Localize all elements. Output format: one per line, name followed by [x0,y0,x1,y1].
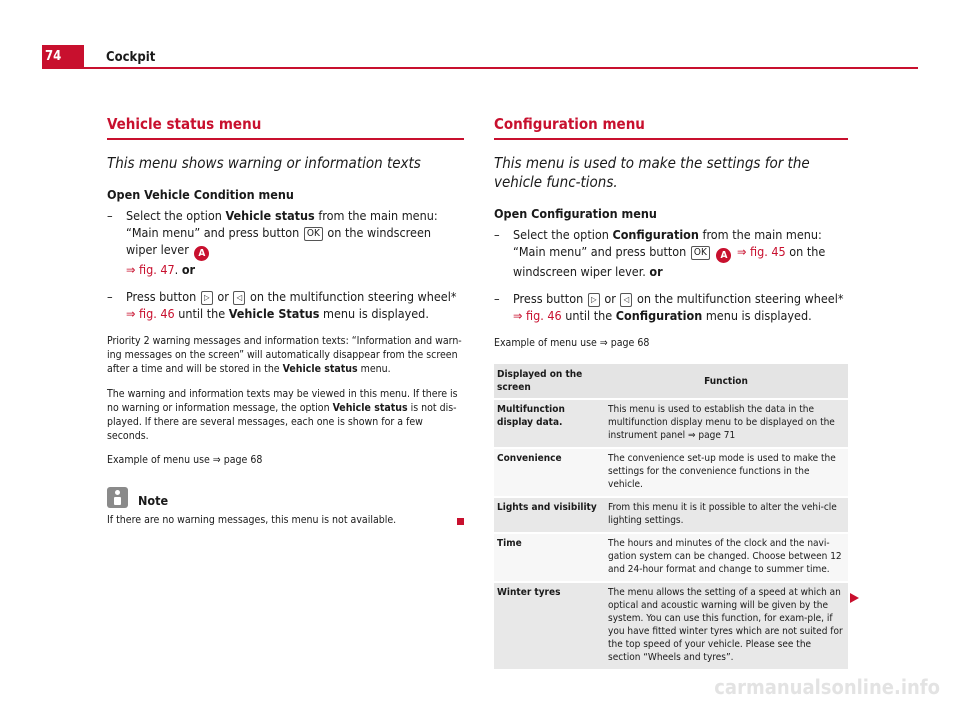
table-header-screen: Displayed on the screen [494,364,605,399]
note-label: Note [138,493,169,508]
configuration-table [494,364,848,671]
dash-bullet: – [107,208,113,223]
ok-key-icon: OK [304,227,323,241]
note-header [107,487,464,508]
left-column [107,115,464,526]
warning-texts-paragraph: The warning and information texts may be viewed in this menu. If there is no warning or information message, the option Vehicle status is not dis-played. If there are several messages, each one is shown for a few seconds. [107,387,458,442]
callout-a-badge: A [194,246,209,261]
note-text: If there are no warning messages, this menu is not available. [107,514,464,526]
left-step-1: – Select the option Vehicle status from the main menu: “Main menu” and press button OK on the windscreen wiper lever A ⇒ fig. 47. or [107,208,438,277]
callout-a-badge: A [716,248,731,263]
table-row: Lights and visibility From this menu it is it possible to alter the vehi-cle lighting settings. [494,497,848,533]
menu-use-example: Example of menu use ⇒ page 68 [494,337,650,349]
fig-46-link[interactable]: ⇒ fig. 46 [513,308,562,323]
configuration-lead: This menu is used to make the settings for the vehicle func-tions. [494,154,810,191]
watermark: carmanualsonline.info [714,675,940,699]
arrow-right-key-icon: ▷ [588,293,600,307]
table-row: Winter tyres The menu allows the setting of a speed at which an optical and acoustic warning will be given by the system. You can use this function, for exam-ple, if you have fitted winter tyres which are not suited for the top speed of your vehicle. Please see the section “Wheels and tyres”. [494,582,848,670]
dash-bullet: – [494,291,500,306]
fig-46-link[interactable]: ⇒ fig. 46 [126,306,175,321]
header-rule [42,67,918,69]
continue-arrow-icon [850,593,859,603]
menu-use-example: Example of menu use ⇒ page 68 [107,454,263,466]
arrow-right-key-icon: ▷ [201,291,213,305]
fig-45-link[interactable]: ⇒ fig. 45 [737,244,786,259]
dash-bullet: – [494,227,500,242]
section-end-mark-icon [457,518,464,525]
ok-key-icon: OK [691,246,710,260]
open-configuration-subheading: Open Configuration menu [494,206,657,221]
right-step-2: – Press button ▷ or ◁ on the multifunction steering wheel* ⇒ fig. 46 until the Configuration menu is displayed. [494,291,844,323]
dash-bullet: – [107,289,113,304]
fig-47-link[interactable]: ⇒ fig. 47 [126,262,175,277]
table-row: Convenience The convenience set-up mode is used to make the settings for the convenience functions in the vehicle. [494,448,848,497]
open-vehicle-condition-subheading: Open Vehicle Condition menu [107,187,294,202]
info-note-icon [107,487,128,508]
right-step-1: – Select the option Configuration from the main menu: “Main menu” and press button OK A ⇒ fig. 45 on the windscreen wiper lever. or [494,227,826,279]
section-title: Cockpit [106,50,156,65]
table-header-function: Function [605,364,848,399]
left-step-2: – Press button ▷ or ◁ on the multifunction steering wheel* ⇒ fig. 46 until the Vehicle Status menu is displayed. [107,289,457,321]
right-column [494,115,848,671]
configuration-heading: Configuration menu [494,115,848,140]
vehicle-status-heading: Vehicle status menu [107,115,464,140]
table-row: Time The hours and minutes of the clock and the navi-gation system can be changed. Choose between 12 and 24-hour format and change to summer time. [494,533,848,582]
arrow-left-key-icon: ◁ [233,291,245,305]
priority-paragraph: Priority 2 warning messages and information texts: “Information and warn-ing messages on the screen” will automatically disappear from the screen after a time and will be stored in the Vehicle status menu. [107,335,462,375]
vehicle-status-lead: This menu shows warning or information texts [107,154,421,172]
arrow-left-key-icon: ◁ [620,293,632,307]
table-row: Multifunction display data. This menu is used to establish the data in the multifunction display menu to be displayed on the instrument panel ⇒ page 71 [494,399,848,448]
page-number: 74 [42,45,84,69]
